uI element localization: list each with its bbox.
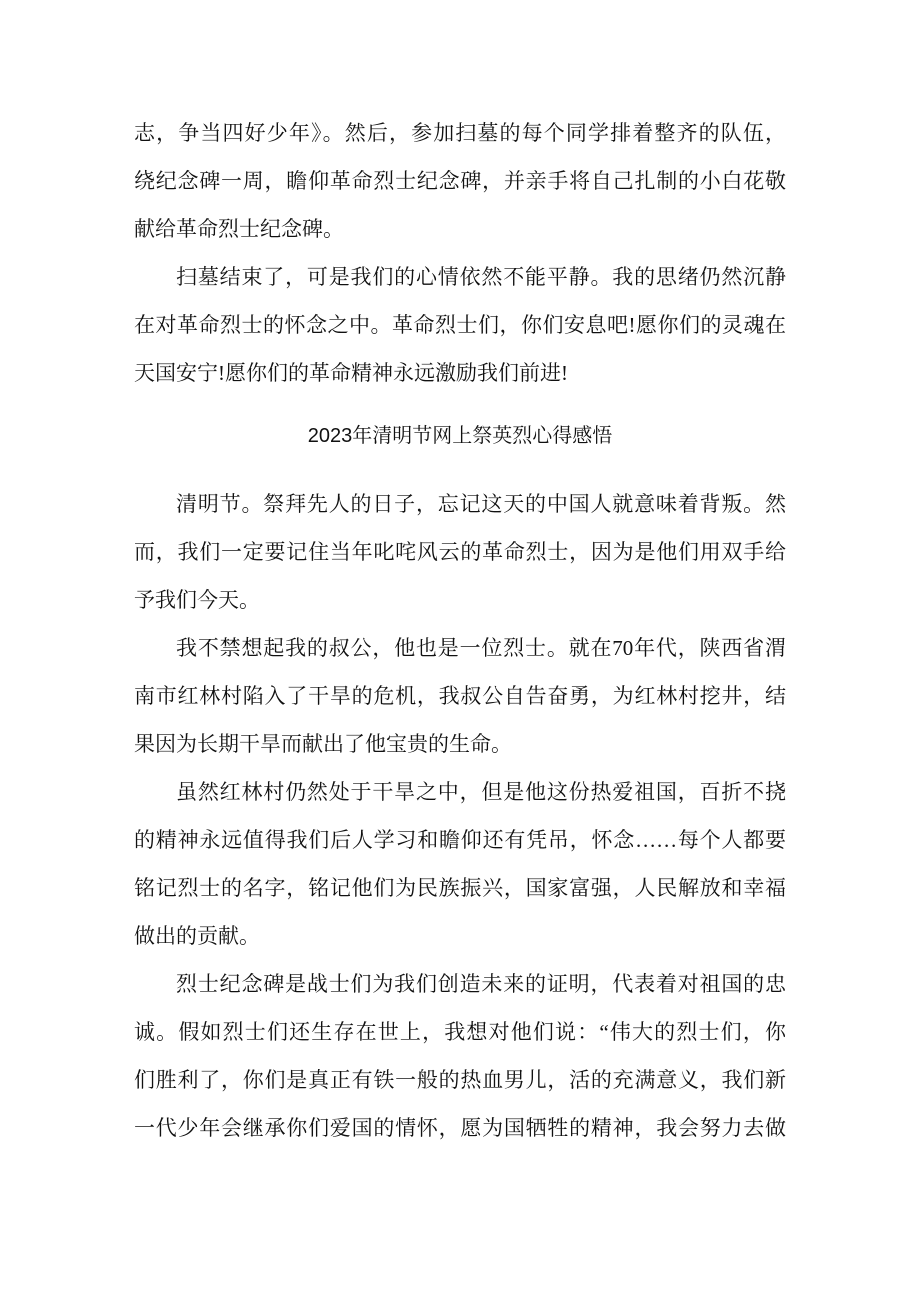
text-line: 铭记烈士的名字，铭记他们为民族振兴，国家富强，人民解放和幸福 — [134, 876, 786, 900]
text-line: 予我们今天。 — [134, 588, 260, 612]
document-page — [134, 109, 786, 1152]
text-line: 虽然红林村仍然处于干旱之中，但是他这份热爱祖国，百折不挠 — [176, 780, 786, 804]
text-line: 绕纪念碑一周，瞻仰革命烈士纪念碑，并亲手将自己扎制的小白花敬 — [134, 169, 786, 193]
section-title: 2023年清明节网上祭英烈心得感悟 — [307, 425, 613, 447]
text-line: 们胜利了，你们是真正有铁一般的热血男儿，活的充满意义，我们新 — [134, 1068, 786, 1092]
text-line: 而，我们一定要记住当年叱咤风云的革命烈士，因为是他们用双手给 — [134, 540, 786, 564]
text-line: 的精神永远值得我们后人学习和瞻仰还有凭吊，怀念……每个人都要 — [134, 828, 786, 852]
text-line: 烈士纪念碑是战士们为我们创造未来的证明，代表着对祖国的忠 — [176, 972, 786, 996]
paragraph — [134, 624, 786, 768]
text-line: 志，争当四好少年》。然后，参加扫墓的每个同学排着整齐的队伍， — [134, 121, 786, 145]
text-line: 在对革命烈士的怀念之中。革命烈士们，你们安息吧!愿你们的灵魂在 — [134, 313, 786, 337]
text-line: 做出的贡献。 — [134, 924, 260, 948]
text-line: 扫墓结束了，可是我们的心情依然不能平静。我的思绪仍然沉静 — [176, 265, 786, 289]
paragraph — [134, 253, 786, 397]
paragraph — [134, 768, 786, 960]
paragraph-continued — [134, 109, 786, 253]
text-line: 果因为长期干旱而献出了他宝贵的生命。 — [134, 732, 512, 756]
text-line: 献给革命烈士纪念碑。 — [134, 217, 344, 241]
paragraph — [134, 480, 786, 624]
text-line: 诚。假如烈士们还生存在世上，我想对他们说：“伟大的烈士们，你 — [134, 1020, 786, 1044]
text-line: 清明节。祭拜先人的日子，忘记这天的中国人就意味着背叛。然 — [176, 492, 786, 516]
paragraph — [134, 960, 786, 1152]
text-line: 我不禁想起我的叔公，他也是一位烈士。就在70年代，陕西省渭 — [176, 636, 786, 660]
text-line: 天国安宁!愿你们的革命精神永远激励我们前进! — [134, 361, 568, 385]
text-line: 一代少年会继承你们爱国的情怀，愿为国牺牲的精神，我会努力去做 — [134, 1116, 786, 1140]
text-line: 南市红林村陷入了干旱的危机，我叔公自告奋勇，为红林村挖井，结 — [134, 684, 786, 708]
